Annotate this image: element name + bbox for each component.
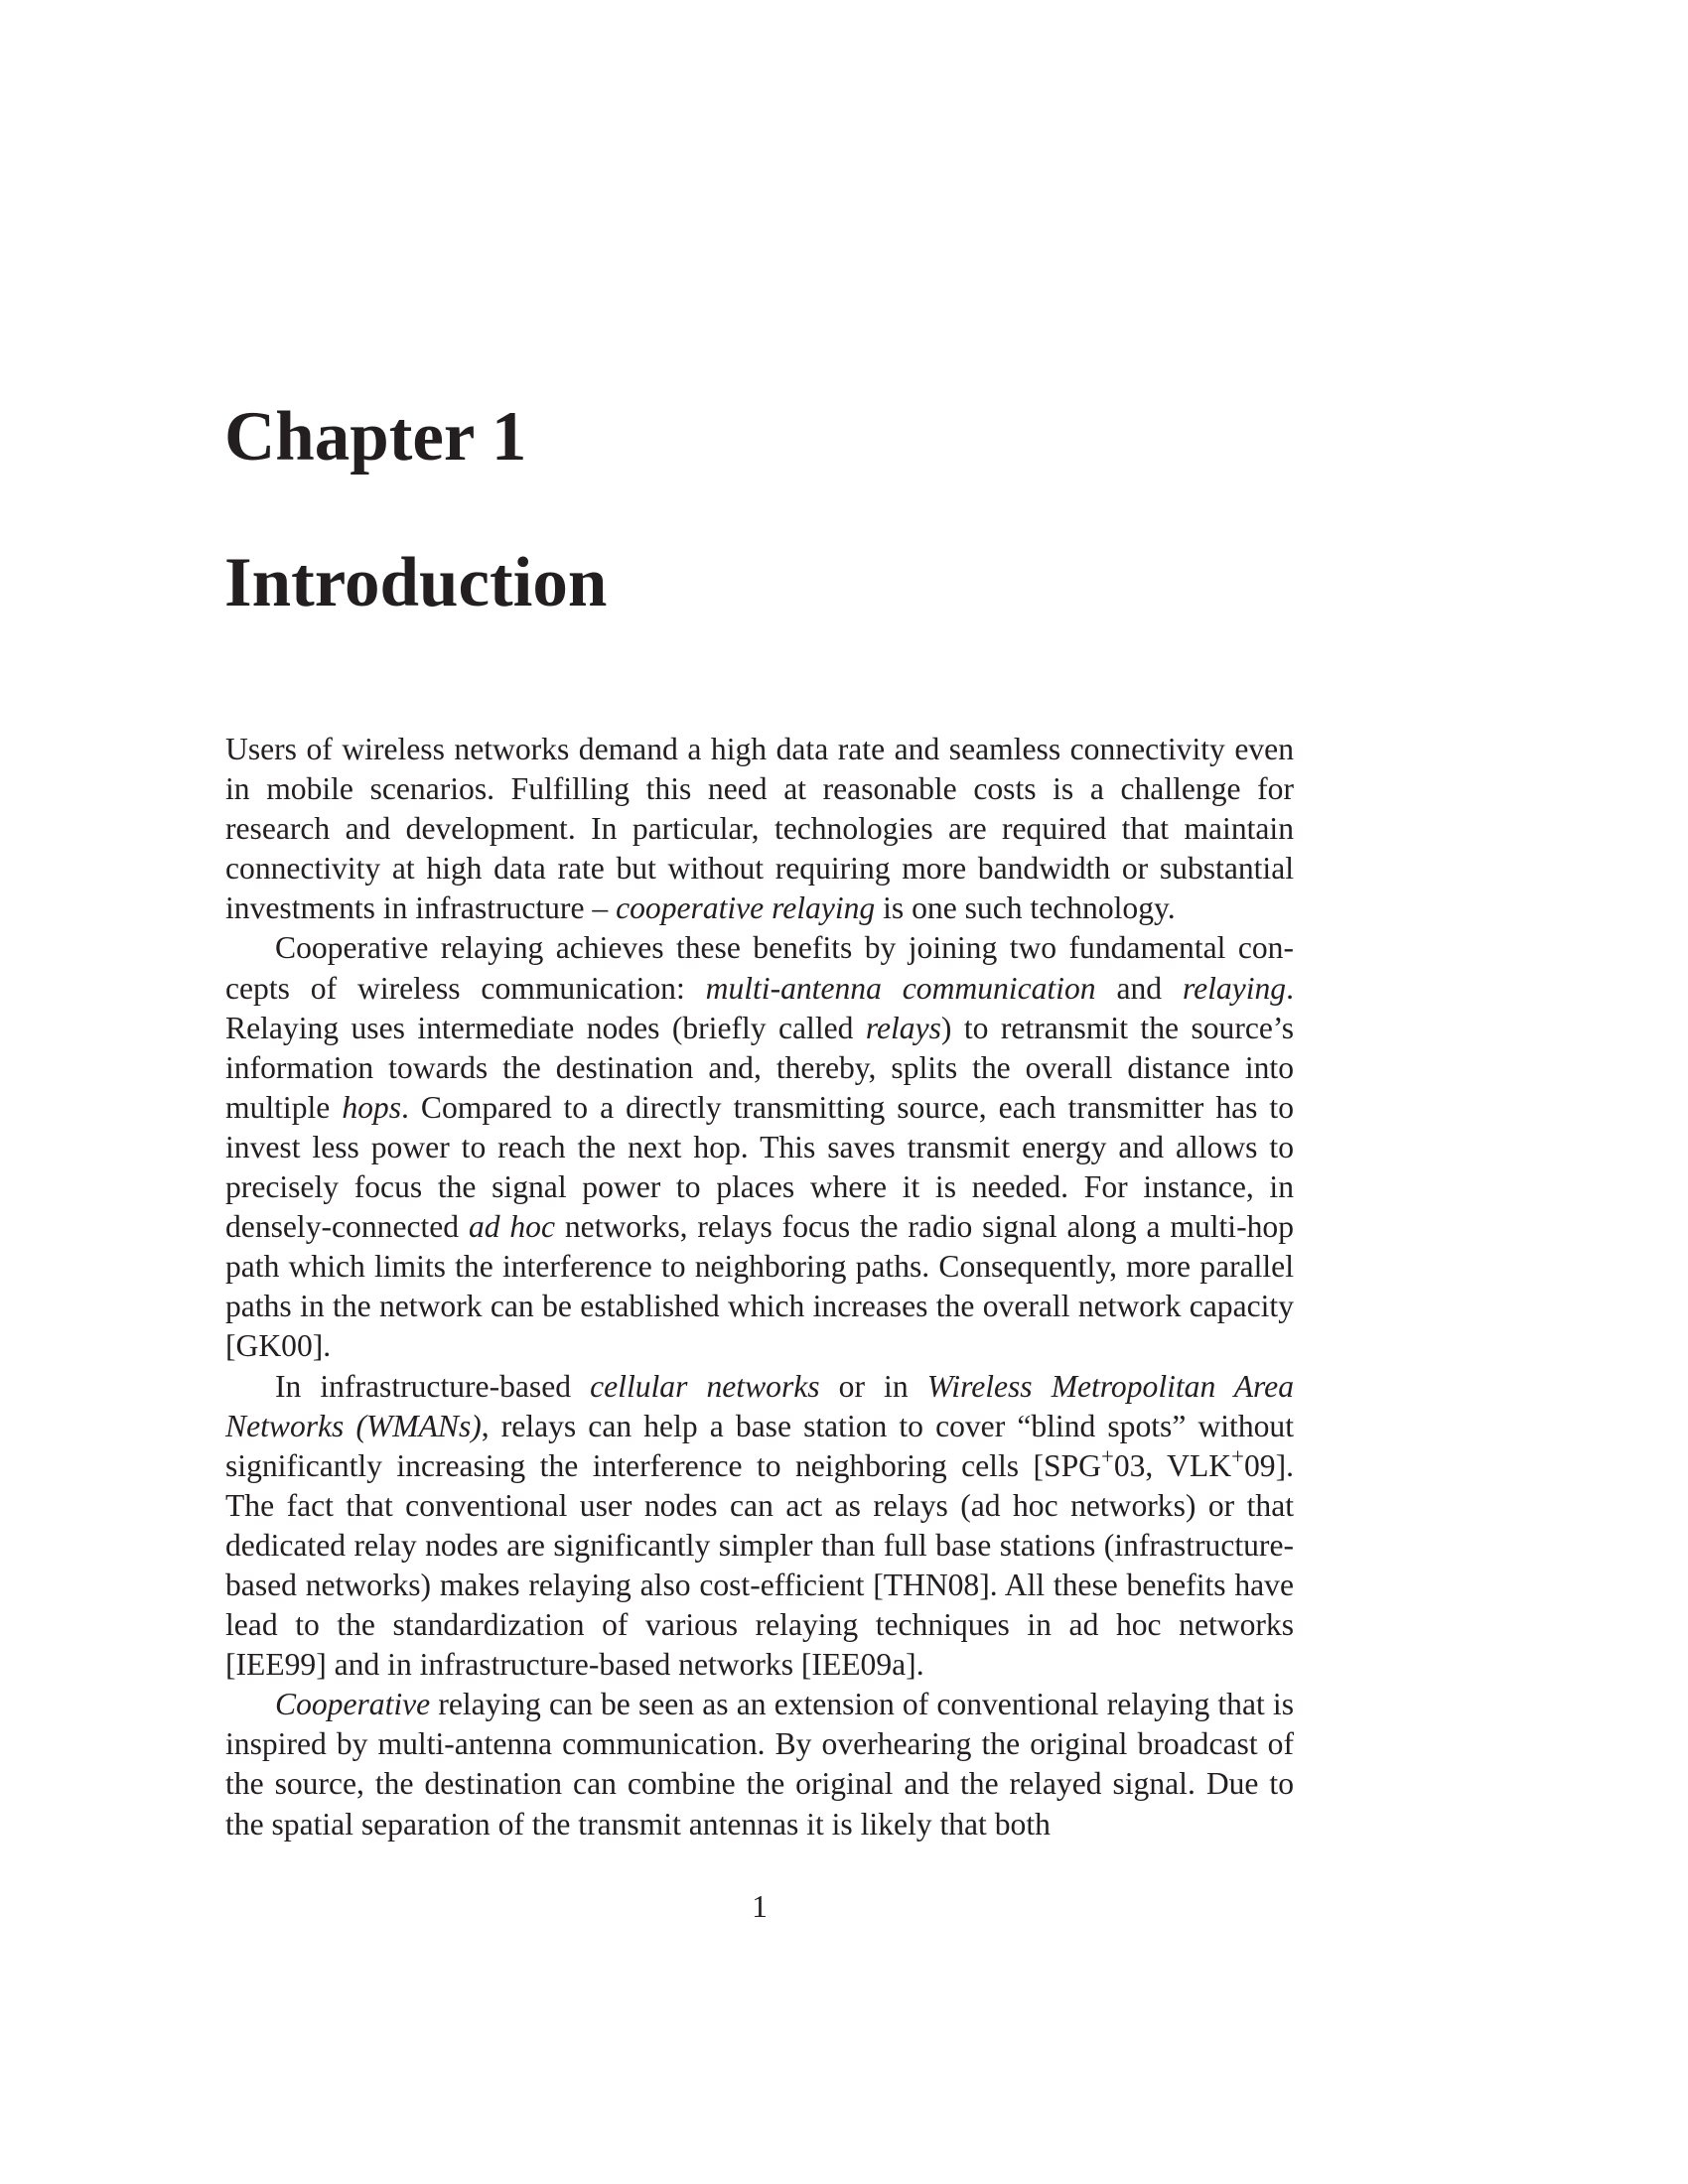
- citation-link[interactable]: [IEE09a]: [800, 1647, 916, 1683]
- emphasis-multi-antenna: multi-antenna communication: [705, 970, 1096, 1006]
- text-run: or in: [819, 1368, 927, 1404]
- chapter-label: Chapter 1: [224, 398, 527, 476]
- citation-superscript: +: [1100, 1443, 1114, 1469]
- chapter-title: Introduction: [224, 544, 608, 621]
- text-run: Cooperative relaying achieves these benefits by joining two fundamental concepts of wireless communication:: [225, 930, 1294, 1006]
- text-run: .: [915, 1647, 924, 1683]
- emphasis-cooperative: Cooperative: [275, 1687, 431, 1722]
- citation-text: 03, VLK: [1113, 1447, 1232, 1483]
- emphasis-cellular-networks: cellular networks: [590, 1368, 820, 1404]
- text-run: . The fact that conventional user nodes can act as relays (ad hoc networks) or that dedicated relay nodes are significantly simpler than full base stations (infrastructure-based networks) makes relaying also cost-efficient: [225, 1447, 1294, 1602]
- paragraph-2: [225, 928, 1294, 1366]
- citation-superscript: +: [1231, 1443, 1244, 1469]
- text-run: . All these benefits have lead to the standardization of various relaying techniques in ad hoc networks: [225, 1567, 1294, 1643]
- citation-text: [SPG: [1033, 1447, 1101, 1483]
- page-number: 1: [752, 1889, 768, 1924]
- paragraph-4: [225, 1685, 1294, 1843]
- emphasis-wman: Wireless Metropolitan Area Networks (WMANs): [225, 1368, 1295, 1443]
- citation-link[interactable]: [THN08]: [873, 1567, 990, 1602]
- body-text: [225, 730, 1294, 1844]
- text-run: and: [1095, 970, 1183, 1006]
- text-run: is one such technology.: [875, 890, 1176, 926]
- text-run: and in infrastructure-based networks: [326, 1647, 801, 1683]
- emphasis-hops: hops: [342, 1089, 401, 1125]
- text-run: . Compared to a directly transmitting source, each transmitter has to invest less power to reach the next hop. This saves transmit energy and allows to precisely focus the signal power to places where it is needed. For instance, in densely-connected: [225, 1089, 1295, 1245]
- citation-link[interactable]: [GK00]: [225, 1328, 324, 1364]
- text-run: relaying can be seen as an extension of conventional relaying that is inspired by multi-antenna communication. By overhearing the original broadcast of the source, the destination can combine the original and the relayed signal. Due to the spatial separation of the transmit antennas it is likely that both: [225, 1687, 1294, 1842]
- text-run: ) to retransmit the source’s information towards the destination and, thereby, splits the overall distance into multiple: [225, 1010, 1294, 1125]
- text-run: , relays can help a base station to cover “blind spots” without significantly increasing the interference to neighboring cells: [225, 1408, 1294, 1483]
- text-run: .: [323, 1328, 332, 1364]
- emphasis-cooperative-relaying: cooperative relaying: [616, 890, 876, 926]
- emphasis-relays: relays: [865, 1010, 941, 1045]
- citation-link[interactable]: [IEE99]: [225, 1647, 327, 1683]
- paragraph-3: [225, 1367, 1294, 1686]
- text-run: . Relaying uses intermediate nodes (briefly called: [225, 970, 1294, 1045]
- text-run: In infrastructure-based: [275, 1368, 591, 1404]
- paragraph-1: [225, 730, 1294, 928]
- text-run: Users of wireless networks demand a high data rate and seamless connectivity even in mobile scenarios. Fulfilling this need at reasonable costs is a challenge for research and development. In particular, technologies are required that maintain connectivity at high data rate but without requiring more bandwidth or substantial investments in infrastructure –: [225, 732, 1294, 926]
- emphasis-relaying: relaying: [1182, 970, 1287, 1006]
- emphasis-ad-hoc: ad hoc: [468, 1209, 555, 1245]
- citation-text: 09]: [1243, 1447, 1287, 1483]
- citation-link[interactable]: [1033, 1443, 1287, 1483]
- text-run: networks, relays focus the radio signal along a multi-hop path which limits the interference to neighboring paths. Consequently, more parallel paths in the network can be established which increases the overall network capacity: [225, 1209, 1294, 1324]
